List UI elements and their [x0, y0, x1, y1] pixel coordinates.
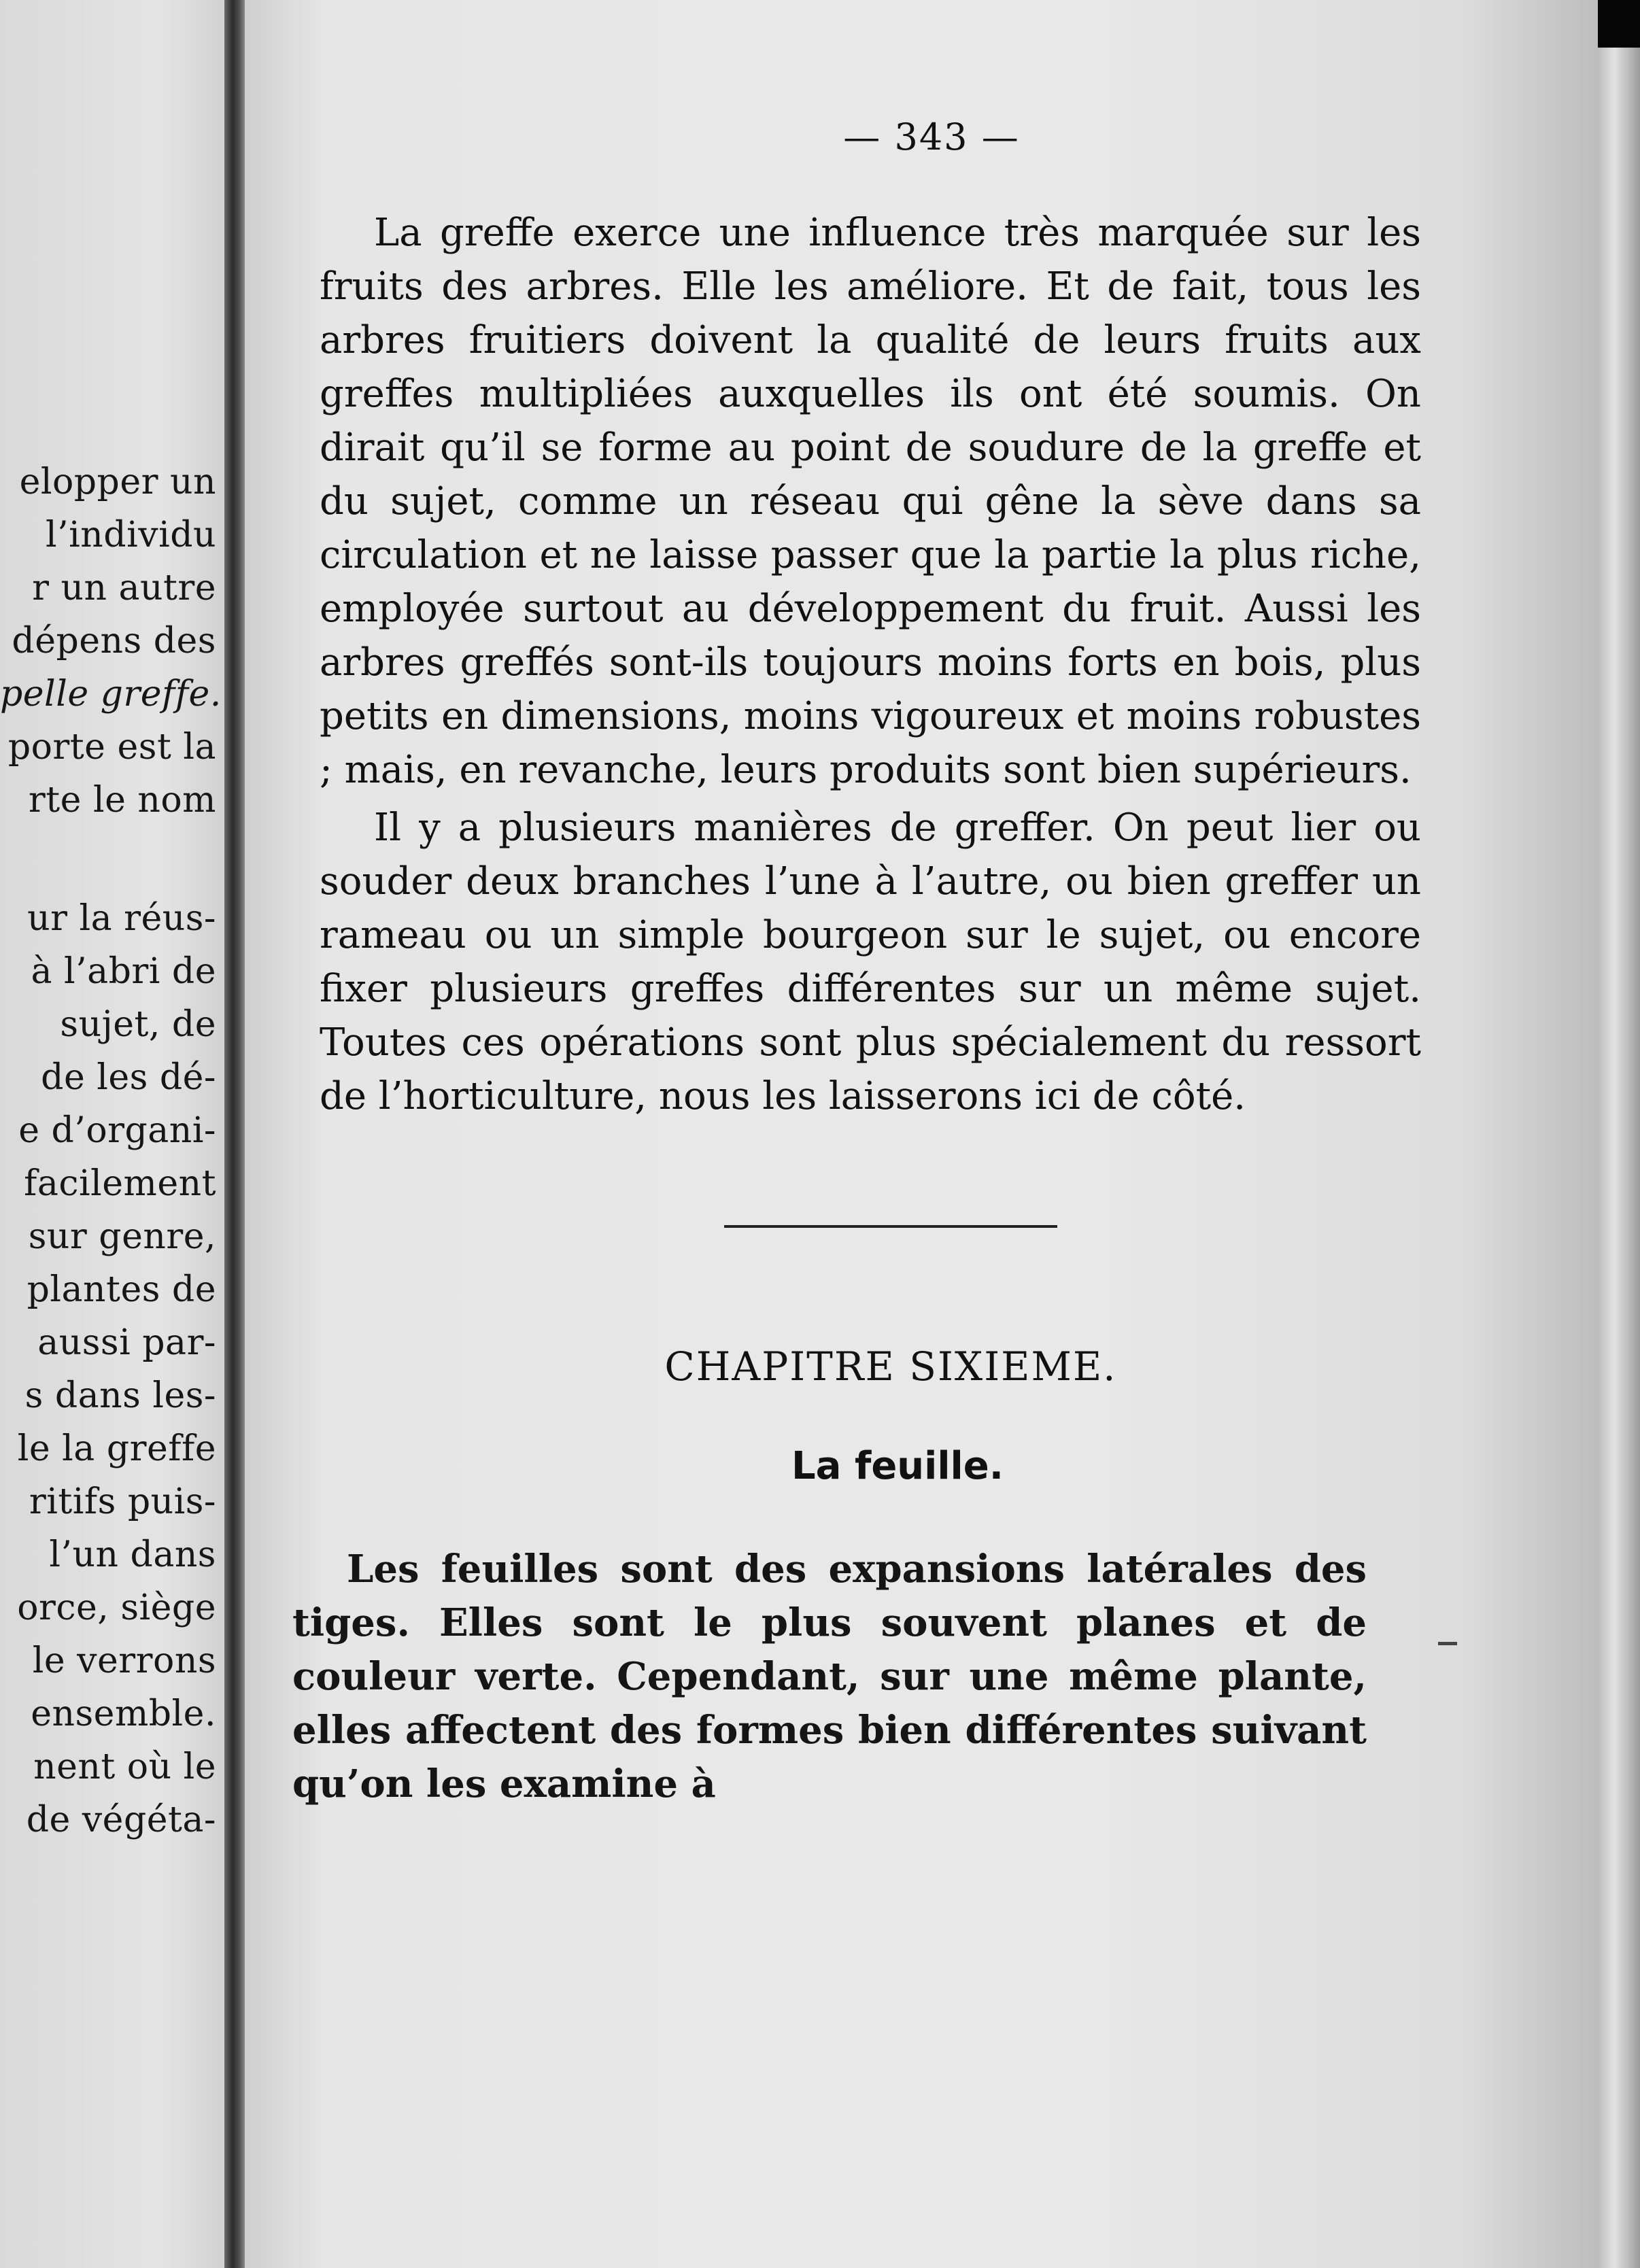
left-line: de végéta- [26, 1800, 216, 1840]
left-line: elopper un [19, 462, 216, 502]
left-line: dépens des [12, 621, 216, 662]
left-line: sur genre, [28, 1216, 216, 1257]
left-line: de les dé- [41, 1057, 216, 1098]
left-line: aussi par- [37, 1322, 216, 1363]
left-line: le verrons [32, 1640, 216, 1681]
page-number: — 343 — [843, 116, 1020, 158]
left-line: pelle greffe. [0, 674, 222, 715]
left-page-text [0, 456, 231, 1846]
left-line: rte le nom [28, 780, 216, 821]
left-line: l’individu [46, 515, 216, 555]
left-line: ur la réus- [27, 898, 216, 939]
page-edge [1598, 48, 1640, 2268]
left-line: l’un dans [49, 1534, 216, 1575]
paragraph-feuilles: Les feuilles sont des expansions latérales des tiges. Elles sont le plus souvent planes et de couleur verte. Cependant, sur une même plante, elles affectent des formes bien différentes suivant qu’on les examine à [292, 1547, 1367, 1806]
book-gutter [224, 0, 245, 2268]
right-page-content [292, 116, 1421, 1811]
section-title: La feuille. [791, 1444, 1004, 1488]
left-line: nent où le [33, 1747, 216, 1787]
paragraph-greffe-influence: La greffe exerce une influence très marquée sur les fruits des arbres. Elle les améliore. Et de fait, tous les arbres fruitiers doivent la qualité de leurs fruits aux greffes multipliées auxquelles ils ont été soumis. On dirait qu’il se forme au point de soudure de la greffe et du sujet, comme un réseau qui gêne la sève dans sa circulation et ne laisse passer que la partie la plus riche, employée surtout au développement du fruit. Aussi les arbres greffés sont-ils toujours moins forts en bois, plus petits en dimensions, moins vigoureux et moins robustes ; mais, en revanche, leurs produits sont bien supérieurs. [320, 211, 1421, 792]
chapter-title: CHAPITRE SIXIEME. [664, 1343, 1117, 1390]
left-line: porte est la [7, 727, 216, 768]
margin-mark [1438, 1642, 1457, 1645]
left-line: r un autre [32, 568, 216, 608]
left-line-gap [0, 827, 231, 892]
left-line: sujet, de [60, 1004, 216, 1045]
section-divider [724, 1225, 1057, 1228]
left-line: orce, siège [17, 1587, 216, 1628]
left-line: plantes de [27, 1269, 216, 1310]
left-line: le la greffe [17, 1428, 216, 1469]
left-line: facilement [24, 1163, 216, 1204]
left-facing-page [0, 0, 231, 2268]
left-line: e d’organi- [18, 1110, 216, 1151]
paragraph-greffe-manieres: Il y a plusieurs manières de greffer. On peut lier ou souder deux branches l’une à l’autre, ou bien greffer un rameau ou un simple bourgeon sur le sujet, ou encore fixer plusieurs greffes différentes sur un même sujet. Toutes ces opérations sont plus spécialement du ressort de l’horticulture, nous les laisserons ici de côté. [320, 806, 1421, 1118]
left-line: ritifs puis- [29, 1481, 216, 1522]
left-line: à l’abri de [31, 951, 216, 992]
left-line: s dans les- [24, 1375, 216, 1416]
left-line: ensemble. [31, 1694, 216, 1734]
